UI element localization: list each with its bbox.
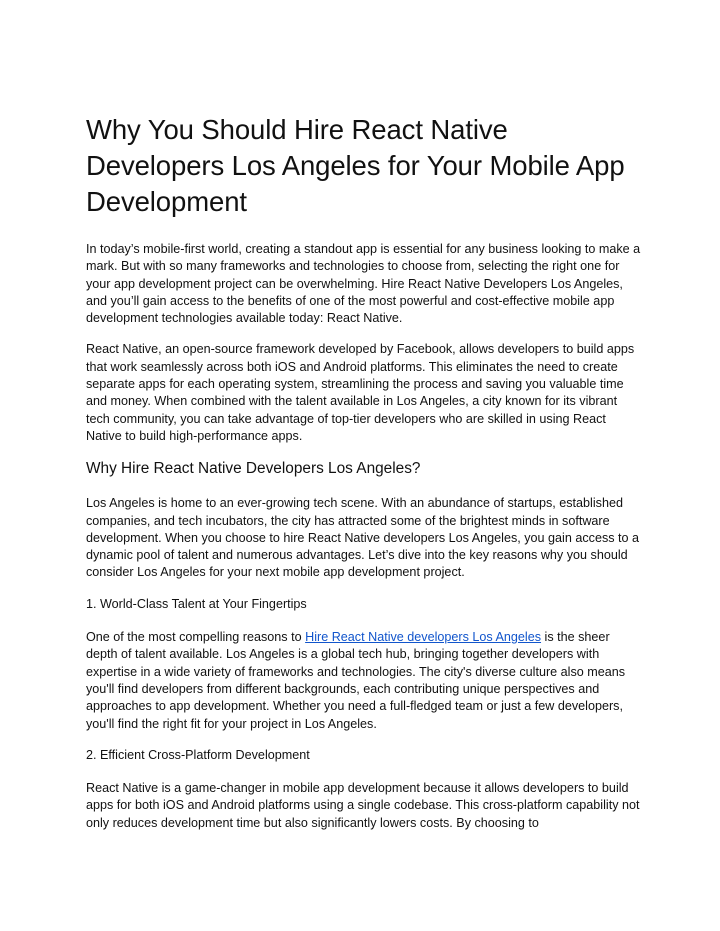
- section-paragraph-1: Los Angeles is home to an ever-growing tech scene. With an abundance of startups, established companies, and tech incubators, the city has attracted some of the brightest minds in software development. When you choose to hire React Native developers Los Angeles, you gain access to a dynamic pool of talent and numerous advantages. Let’s dive into the key reasons why you should consider Los Angeles for your next mobile app development project.: [86, 496, 640, 580]
- item-1-text-after: is the sheer depth of talent available. Los Angeles is a global tech hub, bringing together developers with expertise in a wide variety of frameworks and technologies. The city's diverse culture also means you'll find developers from different backgrounds, each contributing unique perspectives and approaches to app development. Whether you need a full-fledged team or just a few developers, you'll find the right fit for your project in Los Angeles.: [86, 630, 626, 731]
- item-2-paragraph: React Native is a game-changer in mobile app development because it allows developers to build apps for both iOS and Android platforms using a single codebase. This cross-platform capability not only reduces development time but also significantly lowers costs. By choosing to: [86, 781, 640, 830]
- intro-paragraph-2: React Native, an open-source framework developed by Facebook, allows developers to build apps that work seamlessly across both iOS and Android platforms. This eliminates the need to create separate apps for each operating system, streamlining the process and saving you valuable time and money. When combined with the talent available in Los Angeles, a city known for its vibrant tech community, you can take advantage of top-tier developers who are skilled in using React Native to build high-performance apps.: [86, 342, 635, 443]
- item-2-heading: 2. Efficient Cross-Platform Development: [86, 747, 310, 762]
- section-heading: Why Hire React Native Developers Los Angeles?: [86, 460, 421, 478]
- article-title: Why You Should Hire React Native Developers Los Angeles for Your Mobile App Development: [86, 114, 625, 217]
- item-1-heading: 1. World-Class Talent at Your Fingertips: [86, 596, 307, 611]
- hire-react-native-developers-link[interactable]: Hire React Native developers Los Angeles: [305, 630, 542, 645]
- item-1-paragraph: [86, 629, 642, 733]
- document-page: [86, 112, 642, 846]
- item-1-text-before: One of the most compelling reasons to: [86, 630, 306, 645]
- intro-paragraph-1: In today’s mobile-first world, creating a standout app is essential for any business looking to make a mark. But with so many frameworks and technologies to choose from, selecting the right one for your app development project can be overwhelming. Hire React Native Developers Los Angeles, and you’ll gain access to the benefits of one of the most powerful and cost-effective mobile app development technologies available today: React Native.: [86, 242, 641, 326]
